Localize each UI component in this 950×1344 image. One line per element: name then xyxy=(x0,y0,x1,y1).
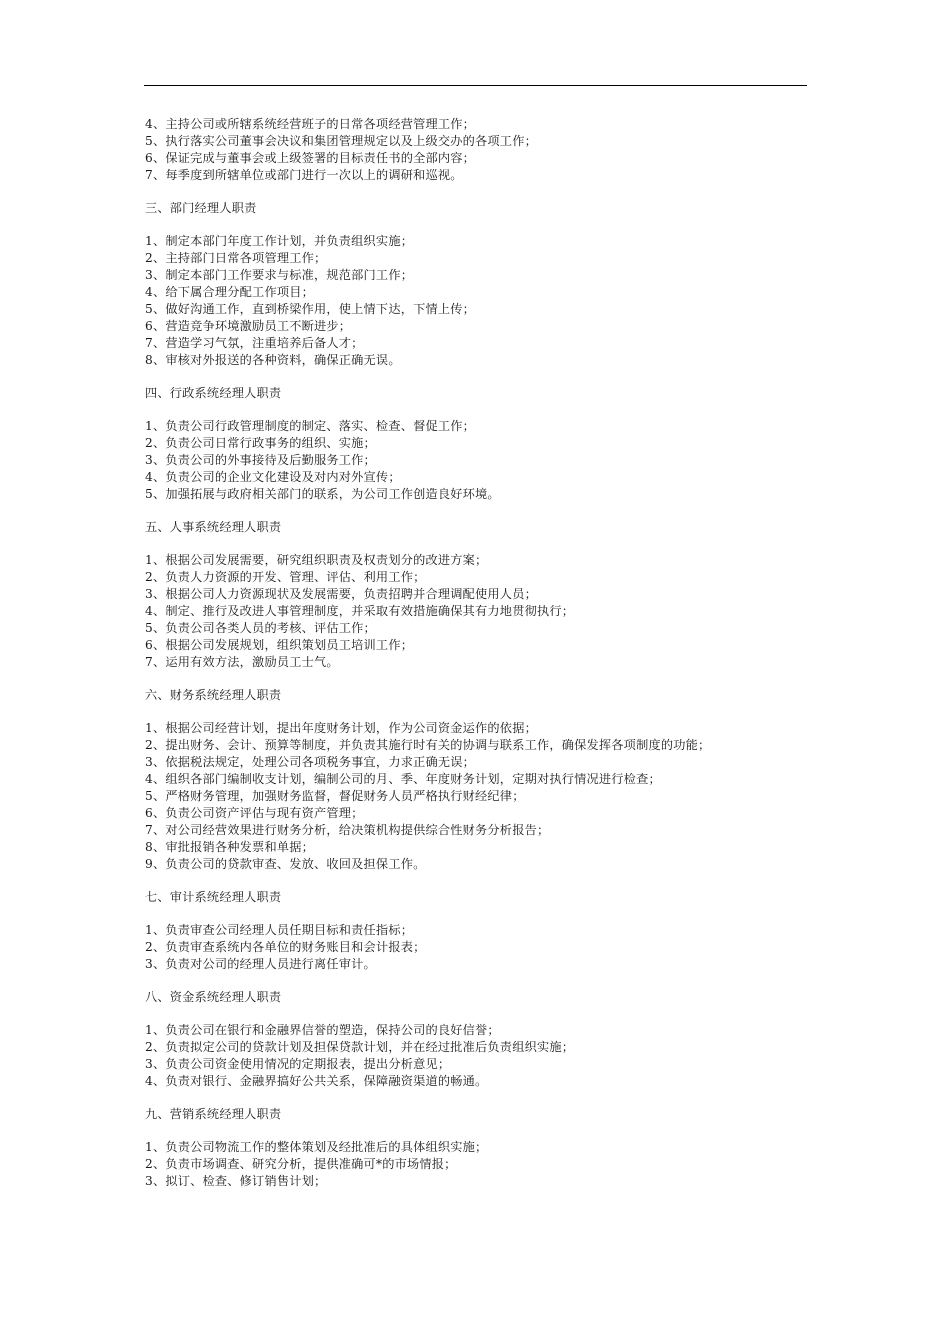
list-item: 2、负责人力资源的开发、管理、评估、利用工作； xyxy=(145,570,426,584)
section-heading-audit: 七、审计系统经理人职责 xyxy=(145,890,282,904)
list-item: 5、执行落实公司董事会决议和集团管理规定以及上级交办的各项工作； xyxy=(145,134,537,148)
section-heading-admin: 四、行政系统经理人职责 xyxy=(145,386,282,400)
list-item: 3、负责对公司的经理人员进行离任审计。 xyxy=(145,957,376,971)
list-item: 3、制定本部门工作要求与标准，规范部门工作； xyxy=(145,268,414,282)
list-item: 1、负责公司在银行和金融界信誉的塑造，保持公司的良好信誉； xyxy=(145,1023,500,1037)
marketing-list xyxy=(145,1139,815,1190)
list-item: 4、给下属合理分配工作项目； xyxy=(145,285,314,299)
list-item: 7、运用有效方法，激励员工士气。 xyxy=(145,655,339,669)
list-item: 2、负责市场调查、研究分析，提供准确可*的市场情报； xyxy=(145,1157,457,1171)
intro-list xyxy=(145,116,815,184)
list-item: 8、审批报销各种发票和单据； xyxy=(145,840,314,854)
list-item: 1、负责审查公司经理人员任期目标和责任指标； xyxy=(145,923,414,937)
list-item: 4、主持公司或所辖系统经营班子的日常各项经营管理工作； xyxy=(145,117,476,131)
list-item: 6、负责公司资产评估与现有资产管理； xyxy=(145,806,364,820)
list-item: 1、根据公司发展需要，研究组织职责及权责划分的改进方案； xyxy=(145,553,488,567)
list-item: 2、提出财务、会计、预算等制度，并负责其施行时有关的协调与联系工作，确保发挥各项制度的功能； xyxy=(145,738,711,752)
list-item: 7、对公司经营效果进行财务分析，给决策机构提供综合性财务分析报告； xyxy=(145,823,550,837)
admin-list xyxy=(145,418,815,503)
list-item: 8、审核对外报送的各种资料，确保正确无误。 xyxy=(145,353,401,367)
section-heading-funds: 八、资金系统经理人职责 xyxy=(145,990,282,1004)
audit-list xyxy=(145,922,815,973)
list-item: 1、负责公司行政管理制度的制定、落实、检查、督促工作； xyxy=(145,419,476,433)
list-item: 1、根据公司经营计划，提出年度财务计划，作为公司资金运作的依据； xyxy=(145,721,537,735)
section-heading-finance: 六、财务系统经理人职责 xyxy=(145,688,282,702)
list-item: 1、制定本部门年度工作计划，并负责组织实施； xyxy=(145,234,414,248)
list-item: 4、负责公司的企业文化建设及对内对外宣传； xyxy=(145,470,401,484)
list-item: 2、负责公司日常行政事务的组织、实施； xyxy=(145,436,376,450)
hr-list xyxy=(145,552,815,671)
list-item: 3、依据税法规定，处理公司各项税务事宜，力求正确无误； xyxy=(145,755,476,769)
list-item: 5、严格财务管理，加强财务监督，督促财务人员严格执行财经纪律； xyxy=(145,789,525,803)
list-item: 6、保证完成与董事会或上级签署的目标责任书的全部内容； xyxy=(145,151,476,165)
list-item: 6、营造竞争环境激励员工不断进步； xyxy=(145,319,352,333)
dept-manager-list xyxy=(145,233,815,369)
section-heading-hr: 五、人事系统经理人职责 xyxy=(145,520,282,534)
list-item: 1、负责公司物流工作的整体策划及经批准后的具体组织实施； xyxy=(145,1140,488,1154)
list-item: 3、负责公司的外事接待及后勤服务工作； xyxy=(145,453,376,467)
list-item: 6、根据公司发展规划，组织策划员工培训工作； xyxy=(145,638,414,652)
header-rule xyxy=(144,85,807,86)
list-item: 2、负责拟定公司的贷款计划及担保贷款计划，并在经过批准后负责组织实施； xyxy=(145,1040,575,1054)
list-item: 7、每季度到所辖单位或部门进行一次以上的调研和巡视。 xyxy=(145,168,463,182)
list-item: 5、负责公司各类人员的考核、评估工作； xyxy=(145,621,376,635)
list-item: 3、负责公司资金使用情况的定期报表，提出分析意见； xyxy=(145,1057,451,1071)
list-item: 4、制定、推行及改进人事管理制度，并采取有效措施确保其有力地贯彻执行； xyxy=(145,604,575,618)
list-item: 5、做好沟通工作，直到桥梁作用，使上情下达，下情上传； xyxy=(145,302,476,316)
list-item: 2、负责审查系统内各单位的财务账目和会计报表； xyxy=(145,940,426,954)
document-body xyxy=(145,116,815,1190)
list-item: 7、营造学习气氛，注重培养后备人才； xyxy=(145,336,364,350)
list-item: 9、负责公司的贷款审查、发放、收回及担保工作。 xyxy=(145,857,426,871)
section-heading-dept-manager: 三、部门经理人职责 xyxy=(145,201,257,215)
list-item: 4、负责对银行、金融界搞好公共关系，保障融资渠道的畅通。 xyxy=(145,1074,488,1088)
list-item: 4、组织各部门编制收支计划，编制公司的月、季、年度财务计划，定期对执行情况进行检查； xyxy=(145,772,661,786)
finance-list xyxy=(145,720,815,873)
list-item: 3、拟订、检查、修订销售计划； xyxy=(145,1174,327,1188)
list-item: 3、根据公司人力资源现状及发展需要，负责招聘并合理调配使用人员； xyxy=(145,587,537,601)
list-item: 5、加强拓展与政府相关部门的联系，为公司工作创造良好环境。 xyxy=(145,487,500,501)
list-item: 2、主持部门日常各项管理工作； xyxy=(145,251,327,265)
section-heading-marketing: 九、营销系统经理人职责 xyxy=(145,1107,282,1121)
funds-list xyxy=(145,1022,815,1090)
